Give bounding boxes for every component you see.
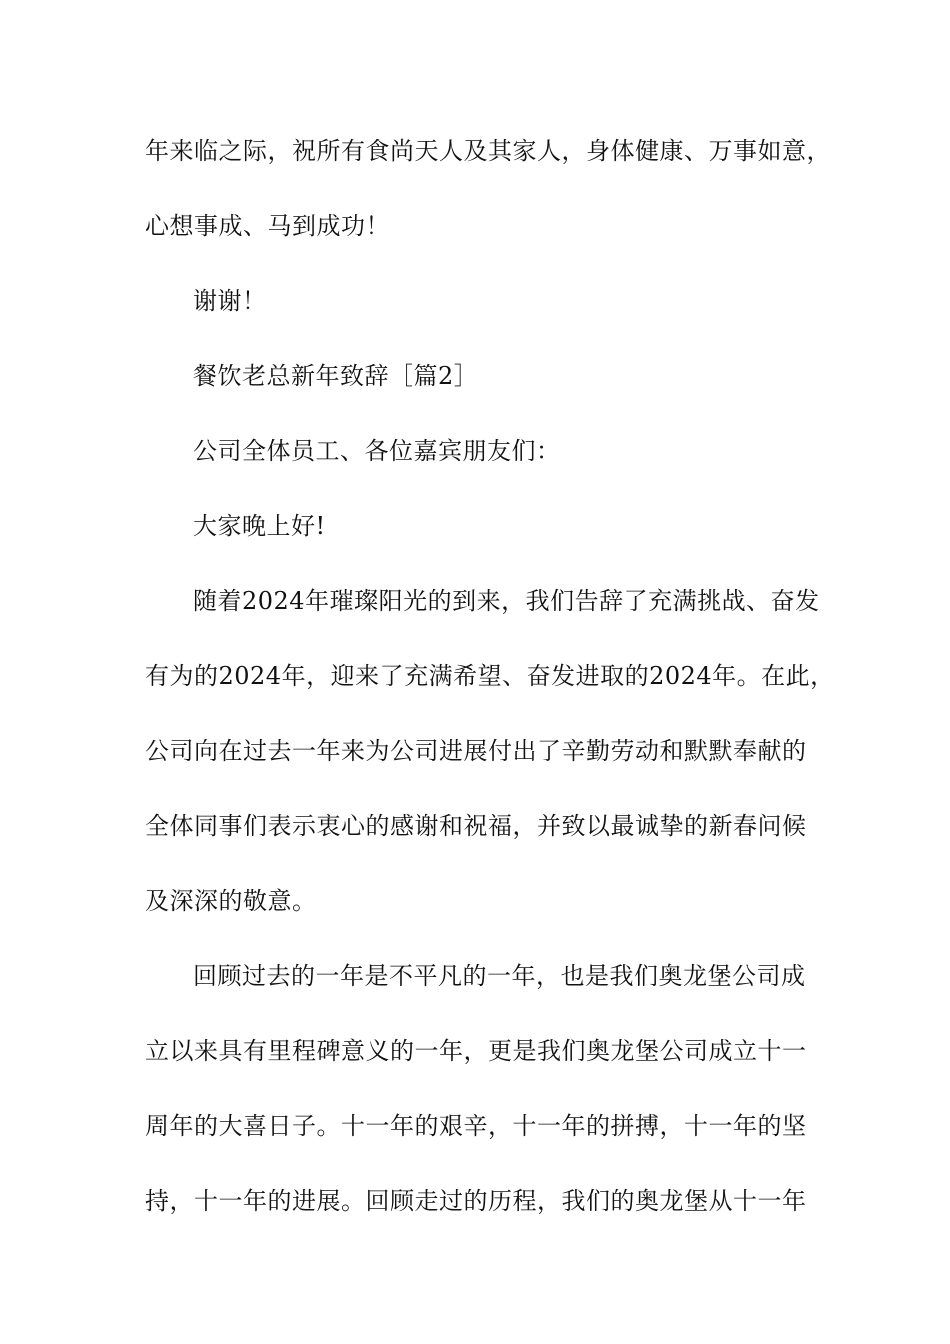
- text-line: 公司向在过去一年来为公司进展付出了辛勤劳动和默默奉献的: [145, 737, 807, 765]
- text-line: 心想事成、马到成功！: [145, 212, 390, 240]
- text-line: 持，十一年的进展。回顾走过的历程，我们的奥龙堡从十一年: [145, 1187, 807, 1215]
- text-line: 及深深的敬意。: [145, 887, 317, 915]
- section-heading: 餐饮老总新年致辞［篇2］: [193, 362, 479, 390]
- greeting: 大家晚上好!: [193, 512, 326, 540]
- text-line: 年来临之际，祝所有食尚天人及其家人，身体健康、万事如意，: [145, 137, 831, 165]
- text-line: 立以来具有里程碑意义的一年，更是我们奥龙堡公司成立十一: [145, 1037, 807, 1065]
- text-line: 全体同事们表示衷心的感谢和祝福，并致以最诚挚的新春问候: [145, 812, 807, 840]
- text-line: 有为的2024年，迎来了充满希望、奋发进取的2024年。在此，: [145, 662, 835, 690]
- salutation: 公司全体员工、各位嘉宾朋友们：: [193, 437, 561, 465]
- text-line: 回顾过去的一年是不平凡的一年，也是我们奥龙堡公司成: [193, 962, 806, 990]
- text-line: 随着2024年璀璨阳光的到来，我们告辞了充满挑战、奋发: [193, 587, 820, 615]
- text-line: 谢谢！: [193, 287, 267, 315]
- text-line: 周年的大喜日子。十一年的艰辛，十一年的拼搏，十一年的坚: [145, 1112, 807, 1140]
